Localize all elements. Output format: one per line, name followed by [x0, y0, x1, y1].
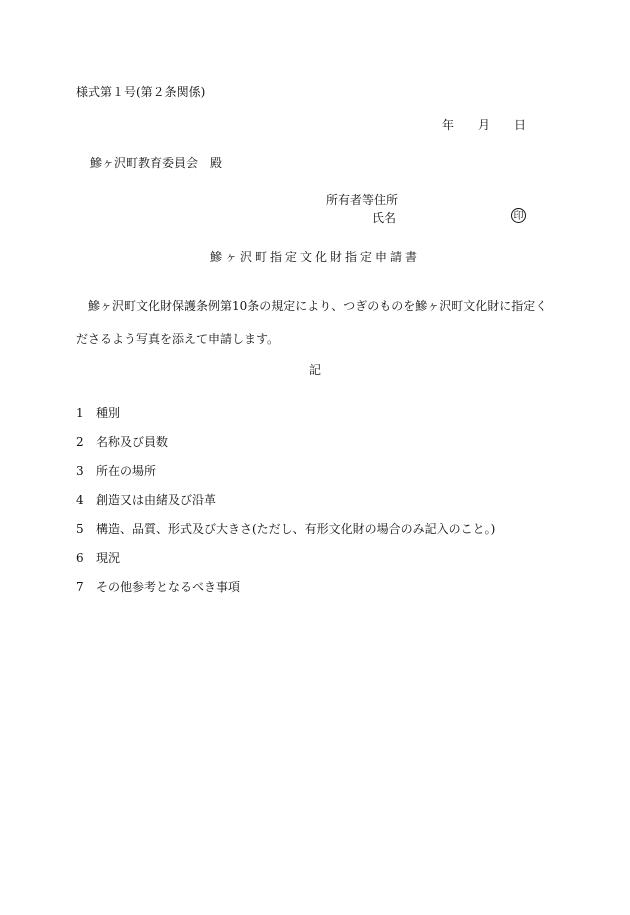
- owner-address-label: 所有者等住所: [326, 193, 399, 207]
- item-number: 4: [76, 493, 84, 507]
- item-number: 7: [76, 580, 84, 594]
- list-item: [76, 434, 495, 463]
- body-paragraph: 鰺ヶ沢町文化財保護条例第10条の規定により、つぎのものを鰺ヶ沢町文化財に指定くださるよう写真を添えて申請します。: [76, 299, 548, 346]
- seal-icon: 印: [511, 208, 526, 223]
- date-day-label: 日: [513, 118, 526, 132]
- date-year-label: 年: [441, 118, 454, 132]
- list-item: [76, 521, 495, 550]
- item-text: 名称及び員数: [96, 435, 169, 449]
- date-month-label: 月: [477, 118, 490, 132]
- item-text: 創造又は由緒及び沿革: [96, 493, 217, 507]
- list-item: [76, 405, 495, 434]
- ki-heading: 記: [308, 363, 321, 377]
- list-item: [76, 579, 495, 608]
- item-text: 現況: [96, 551, 121, 565]
- item-number: 1: [76, 406, 84, 420]
- item-number: 5: [76, 522, 84, 536]
- item-list: [76, 405, 495, 608]
- list-item: [76, 463, 495, 492]
- form-number: 様式第１号(第２条関係): [76, 85, 206, 99]
- item-number: 3: [76, 464, 84, 478]
- item-number: 6: [76, 551, 84, 565]
- item-text: その他参考となるべき事項: [96, 580, 241, 594]
- item-text: 構造、品質、形式及び大きさ(ただし、有形文化財の場合のみ記入のこと。): [96, 522, 496, 536]
- item-number: 2: [76, 435, 84, 449]
- item-text: 所在の場所: [96, 464, 157, 478]
- list-item: [76, 550, 495, 579]
- date-line: [442, 117, 526, 133]
- document-title: 鰺ヶ沢町指定文化財指定申請書: [209, 250, 420, 264]
- addressee: 鰺ヶ沢町教育委員会 殿: [90, 156, 223, 170]
- item-text: 種別: [96, 406, 121, 420]
- list-item: [76, 492, 495, 521]
- owner-name-label: 氏名: [372, 211, 397, 225]
